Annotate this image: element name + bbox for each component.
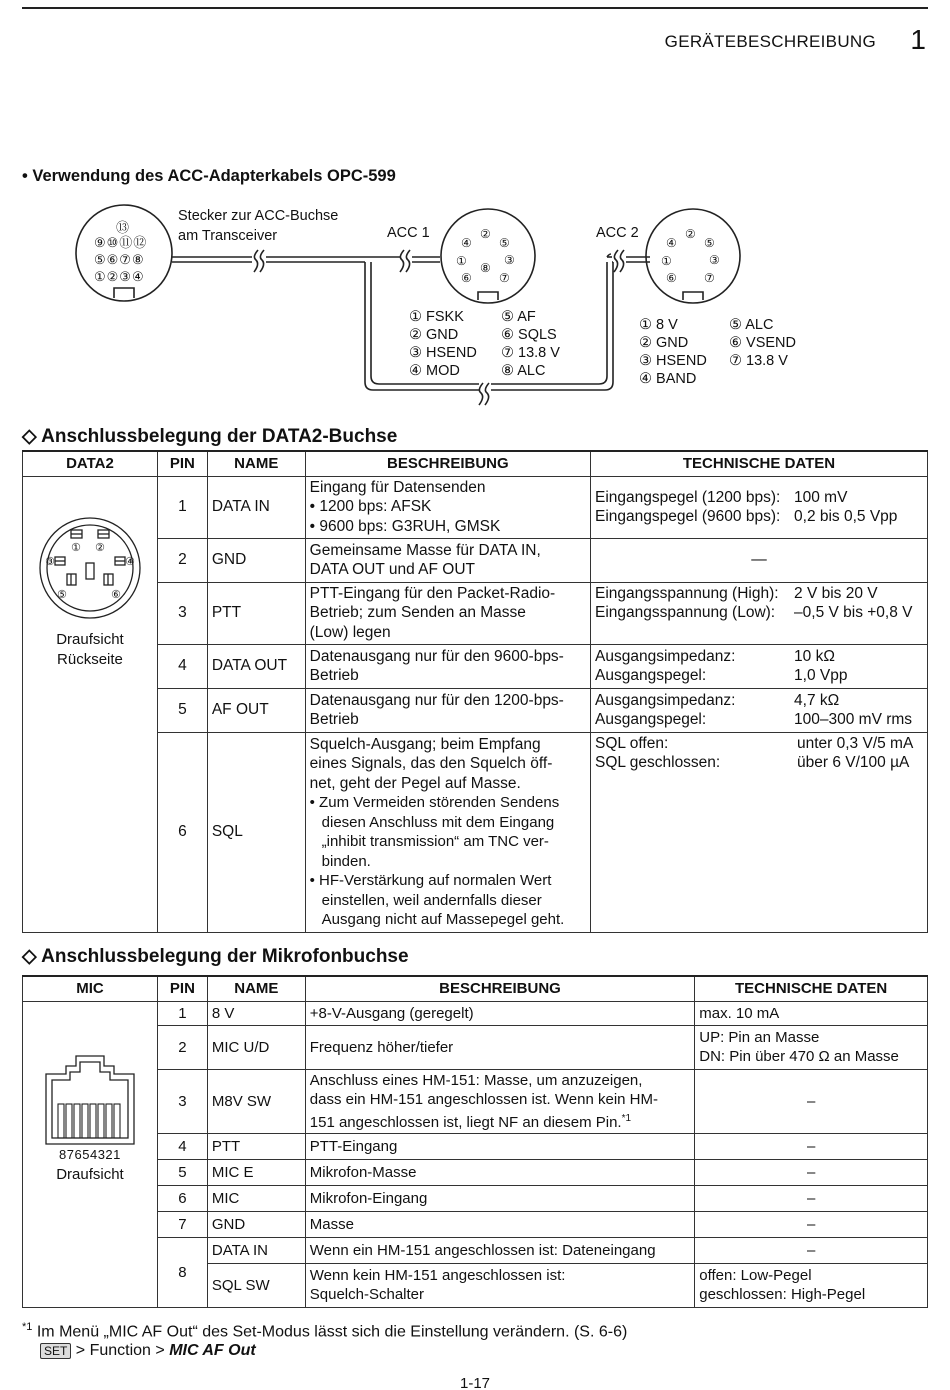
pin-name: 8 V [207,1001,305,1025]
desc-bullet: • Zum Vermeiden störenden Sendens diesen Anschluss mit dem Eingang „inhibit transmission“ am TNC ver- binden. [309,794,560,870]
acc1-label: ACC 1 [387,225,430,241]
col-desc: BESCHREIBUNG [305,451,590,476]
desc-line: PTT-Eingang für den Packet-Radio- [309,584,556,602]
data2-connector-cell [23,476,158,932]
svg-text:②: ② [94,540,105,554]
rj45-socket-icon [42,1052,138,1147]
acc2-pin-1: ① [661,254,672,268]
acc2-pin6-label: ⑥ VSEND [729,335,796,351]
pin-name: MIC E [207,1159,305,1185]
acc2-pin-3: ③ [709,253,720,267]
desc-text: 151 angeschlossen ist, liegt NF an diesem Pin. [309,1113,622,1131]
table-row [23,1159,928,1185]
tech-line [595,691,923,711]
acc2-pin7-label: ⑦ 13.8 V [729,353,788,369]
acc1-pin-1: ① [456,254,467,268]
pin-name: DATA IN [207,476,305,538]
pin-name: PTT [207,1133,305,1159]
pin-tech: – [695,1211,928,1237]
svg-text:①: ① [70,540,81,554]
pin-description [305,1069,694,1133]
desc-line: Anschluss eines HM-151: Masse, um anzuzeigen, [309,1071,643,1089]
table-row [23,644,928,688]
desc-line: Betrieb [309,711,359,728]
top-rule [22,7,928,9]
tech-line [595,753,923,773]
tech-value: 1,0 Vpp [794,667,848,684]
desc-line: Eingang für Datensenden [309,478,486,496]
acc1-pin-4: ④ [461,236,472,250]
acc2-pin3-label: ③ HSEND [639,353,707,369]
footnote-ref: *1 [621,1112,632,1124]
acc1-pin4-label: ④ MOD [409,363,460,379]
desc-line: net, geht der Pegel auf Masse. [309,774,521,792]
pin-description [305,732,590,932]
desc-line: Gemeinsame Masse für DATA IN, [309,541,541,559]
acc1-pin-3: ③ [504,253,515,267]
desc-line: Squelch-Schalter [309,1286,424,1303]
pin-name: MIC [207,1185,305,1211]
acc2-pin-4: ④ [666,236,677,250]
chapter-number: 1 [910,24,926,55]
tech-value: 10 kΩ [794,647,835,665]
svg-text:⑤: ⑤ [56,587,67,601]
acc2-pin2-label: ② GND [639,335,689,351]
acc1-pin8-label: ⑧ ALC [501,363,546,379]
table-row [23,1211,928,1237]
pin-description [305,476,590,538]
acc1-pin3-label: ③ HSEND [409,345,477,361]
tech-line: DN: Pin über 470 Ω an Masse [699,1048,899,1065]
acc1-pin-5: ⑤ [499,236,510,250]
svg-text:③: ③ [44,554,55,568]
pin-tech: — [591,538,928,582]
acc1-pin-8: ⑧ [480,261,491,275]
pin-description: Masse [305,1211,694,1237]
pin-description: Frequenz höher/tiefer [305,1025,694,1069]
tech-value: 2 V bis 20 V [794,584,878,602]
page-number: 1-17 [459,1375,491,1390]
pin-tech: – [695,1159,928,1185]
data2-caption-2: Rückseite [57,651,123,668]
pin-number: 3 [157,582,207,644]
footnote-mark: *1 [22,1321,33,1333]
table-row [23,476,928,538]
menu-path [40,1342,256,1360]
pin-tech [591,732,928,932]
pin-number: 5 [157,688,207,732]
plug-pins-row2: ⑤⑥⑦⑧ [94,252,145,267]
tech-line [595,488,923,508]
pin-number: 3 [157,1069,207,1133]
col-tech: TECHNISCHE DATEN [591,451,928,476]
pin-description: Mikrofon-Masse [305,1159,694,1185]
pin-description: PTT-Eingang [305,1133,694,1159]
pin-name: DATA IN [207,1237,305,1263]
pin-name: SQL [207,732,305,932]
col-connector: MIC [23,976,158,1001]
desc-line: eines Signals, das den Squelch öff- [309,755,553,772]
tech-label: SQL offen: [595,734,669,752]
adapter-heading: • Verwendung des ACC-Adapterkabels OPC-599 [22,167,396,185]
plug-label-2: am Transceiver [178,228,278,244]
mic-heading: ◇ Anschlussbelegung der Mikrofonbuchse [22,946,409,967]
pin-tech: – [695,1185,928,1211]
acc2-pin5-label: ⑤ ALC [729,317,774,333]
tech-line [595,710,923,730]
plug-pin-13: ⑬ [116,220,130,235]
acc2-pin-7: ⑦ [704,271,715,285]
tech-label: Eingangsspannung (Low): [595,604,776,621]
pin-name: AF OUT [207,688,305,732]
desc-line: Wenn kein HM-151 angeschlossen ist: [309,1267,566,1284]
pin-number: 8 [157,1237,207,1307]
pin-name: GND [207,538,305,582]
pin-number: 6 [157,1185,207,1211]
tech-line [595,584,923,604]
mini-din-socket-icon [35,513,145,623]
pin-description: +8-V-Ausgang (geregelt) [305,1001,694,1025]
tech-label: Ausgangsimpedanz: [595,647,736,665]
tech-line: UP: Pin an Masse [699,1029,820,1046]
pin-description: Wenn ein HM-151 angeschlossen ist: Dateneingang [305,1237,694,1263]
tech-value: unter 0,3 V/5 mA [797,734,914,752]
pin-number: 7 [157,1211,207,1237]
tech-line [595,734,923,754]
tech-label: Eingangsspannung (High): [595,584,779,602]
tech-label: SQL geschlossen: [595,754,721,771]
pin-number: 4 [157,1133,207,1159]
desc-line: • 9600 bps: G3RUH, GMSK [309,517,501,535]
acc2-pin-6: ⑥ [666,271,677,285]
table-row [23,1133,928,1159]
desc-line: Squelch-Ausgang; beim Empfang [309,735,541,753]
pin-number: 5 [157,1159,207,1185]
data2-caption-1: Draufsicht [56,631,124,648]
table-row [23,582,928,644]
pin-description [305,538,590,582]
acc1-pin-6: ⑥ [461,271,472,285]
acc1-pin1-label: ① FSKK [409,309,464,325]
tech-value: 4,7 kΩ [794,691,840,709]
pin-description [305,1263,694,1307]
acc2-pin4-label: ④ BAND [639,371,697,387]
table-row [23,1237,928,1263]
pin-number: 6 [157,732,207,932]
pin-tech: – [695,1237,928,1263]
tech-value: 100–300 mV rms [794,711,913,728]
pin-description [305,688,590,732]
table-row [23,1001,928,1025]
plug-label-1: Stecker zur ACC-Buchse [178,208,339,224]
acc1-pin6-label: ⑥ SQLS [501,327,557,343]
pin-tech: max. 10 mA [695,1001,928,1025]
table-row [23,1025,928,1069]
tech-line [595,666,923,686]
desc-line: DATA OUT und AF OUT [309,561,476,578]
acc1-pin-2: ② [480,227,491,241]
table-row [23,688,928,732]
table-row [23,732,928,932]
tech-value: 0,2 bis 0,5 Vpp [794,508,898,525]
pin-tech [591,476,928,538]
pin-tech [591,644,928,688]
mic-table [22,975,928,1308]
tech-value: –0,5 V bis +0,8 V [794,604,913,621]
data2-heading: ◇ Anschlussbelegung der DATA2-Buchse [22,426,398,447]
pin-tech: – [695,1069,928,1133]
acc2-pin-2: ② [685,227,696,241]
col-name: NAME [207,451,305,476]
acc1-pin7-label: ⑦ 13.8 V [501,345,560,361]
table-row [23,1185,928,1211]
acc2-pin-5: ⑤ [704,236,715,250]
pin-tech [695,1263,928,1307]
desc-line: Datenausgang nur für den 9600-bps- [309,647,564,665]
table-row [23,1069,928,1133]
col-pin: PIN [157,976,207,1001]
mic-caption: Draufsicht [56,1165,124,1183]
acc1-pin2-label: ② GND [409,327,459,343]
pin-tech [695,1025,928,1069]
pin-number: 1 [157,1001,207,1025]
mic-pin-numbers: 87654321 [59,1146,121,1162]
tech-label: Eingangspegel (1200 bps): [595,488,781,506]
col-connector: DATA2 [23,451,158,476]
pin-number: 2 [157,1025,207,1069]
col-tech: TECHNISCHE DATEN [695,976,928,1001]
mic-connector-cell [23,1001,158,1307]
set-key-icon: SET [40,1343,71,1359]
tech-line: geschlossen: High-Pegel [699,1286,866,1303]
tech-label: Ausgangspegel: [595,667,707,684]
desc-line: Datenausgang nur für den 1200-bps- [309,691,564,709]
pin-name: SQL SW [207,1263,305,1307]
col-name: NAME [207,976,305,1001]
tech-line: offen: Low-Pegel [699,1267,812,1284]
table-row [23,538,928,582]
pin-name: M8V SW [207,1069,305,1133]
desc-line: • 1200 bps: AFSK [309,498,432,516]
acc-cable-drawing [0,195,950,415]
plug-pins-row3: ①②③④ [94,269,145,284]
menu-path-mid: > Function > [71,1342,170,1359]
desc-bullet: • HF-Verstärkung auf normalen Wert einstellen, weil andernfalls dieser Ausgang nicht auf Massepegel geht. [309,872,565,928]
pin-number: 1 [157,476,207,538]
pin-tech: – [695,1133,928,1159]
pin-name: PTT [207,582,305,644]
tech-label: Ausgangsimpedanz: [595,691,736,709]
tech-value: über 6 V/100 µA [797,754,910,771]
pin-number: 2 [157,538,207,582]
pin-tech [591,582,928,644]
desc-line: Betrieb; zum Senden an Masse [309,604,526,622]
plug-pins-row1: ⑨⑩⑪⑫ [94,235,148,250]
footnote-text: Im Menü „MIC AF Out“ des Set-Modus lässt sich die Einstellung verändern. (S. 6-6) [32,1323,628,1341]
pin-number: 4 [157,644,207,688]
col-pin: PIN [157,451,207,476]
pin-description [305,582,590,644]
desc-line: dass ein HM-151 angeschlossen ist. Wenn kein HM- [309,1090,658,1108]
footnote [22,1321,627,1341]
acc2-label: ACC 2 [596,225,639,241]
menu-path-end: MIC AF Out [169,1342,256,1359]
tech-line [595,603,923,623]
svg-text:④: ④ [124,554,135,568]
chapter-title: GERÄTEBESCHREIBUNG [664,32,876,51]
col-desc: BESCHREIBUNG [305,976,694,1001]
tech-label: Ausgangspegel: [595,711,707,728]
data2-table [22,450,928,933]
desc-line: (Low) legen [309,623,391,641]
desc-line: Betrieb [309,667,359,684]
acc1-pin-7: ⑦ [499,271,510,285]
pin-description: Mikrofon-Eingang [305,1185,694,1211]
pin-tech [591,688,928,732]
desc-line [310,1109,690,1132]
pin-name: MIC U/D [207,1025,305,1069]
acc2-pin1-label: ① 8 V [639,317,678,333]
tech-line [595,507,923,527]
pin-name: GND [207,1211,305,1237]
tech-line [595,647,923,667]
tech-value: 100 mV [794,488,848,506]
pin-name: DATA OUT [207,644,305,688]
tech-label: Eingangspegel (9600 bps): [595,508,781,525]
svg-text:⑥: ⑥ [110,587,121,601]
pin-description [305,644,590,688]
acc1-pin5-label: ⑤ AF [501,309,536,325]
